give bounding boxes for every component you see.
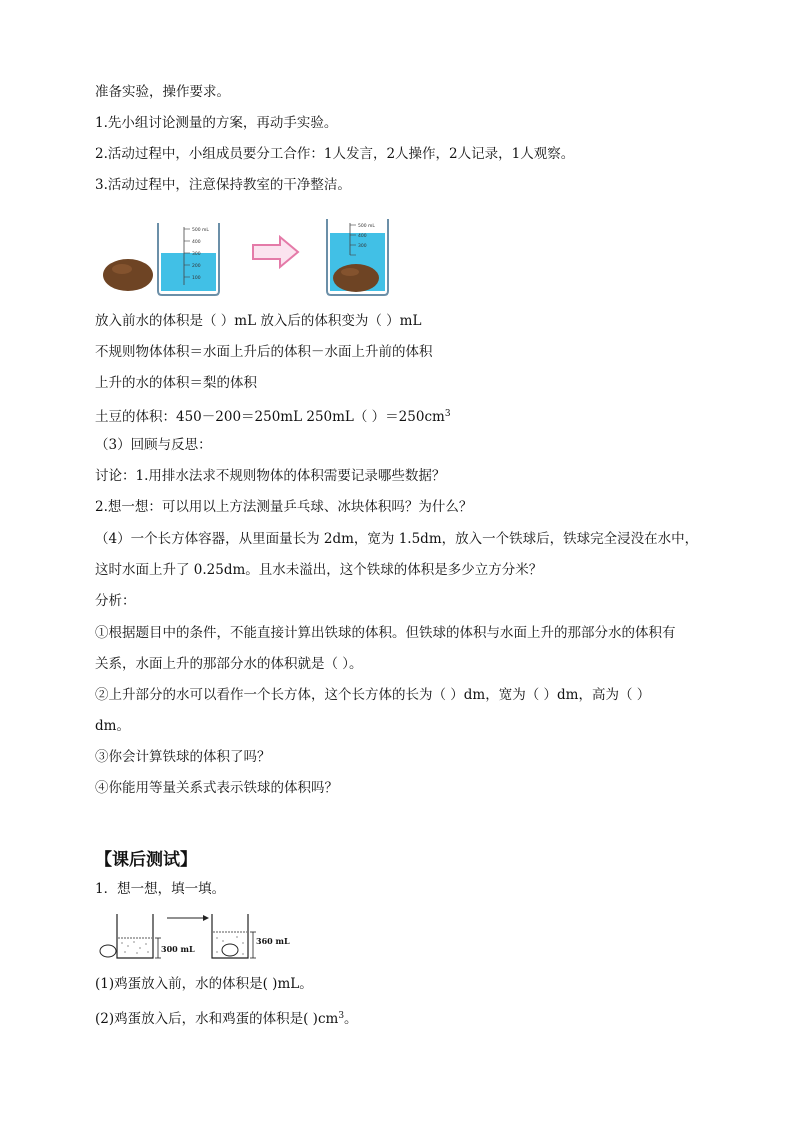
svg-text:500 mL: 500 mL xyxy=(192,228,209,233)
question-part-2-text: (2)鸡蛋放入后，水和鸡蛋的体积是( )cm xyxy=(95,1011,339,1027)
svg-text:300: 300 xyxy=(192,252,201,257)
text-line: 2.活动过程中，小组成员要分工合作：1人发言，2人操作，2人记录，1人观察。 xyxy=(95,146,575,162)
potato-volume-text: 土豆的体积：450－200＝250mL 250mL（ ）＝250cm xyxy=(95,409,445,425)
egg-beaker-figure xyxy=(97,910,307,965)
egg-icon xyxy=(100,945,116,957)
text-line: dm。 xyxy=(95,718,130,734)
section-heading: 【课后测试】 xyxy=(95,850,197,870)
text-line: ④你能用等量关系式表示铁球的体积吗？ xyxy=(95,780,338,796)
text-line: 1.先小组讨论测量的方案，再动手实验。 xyxy=(95,115,338,131)
svg-text:360 mL: 360 mL xyxy=(256,936,290,946)
arrow-right-icon xyxy=(167,915,209,921)
svg-text:500 mL: 500 mL xyxy=(358,224,375,229)
question-part-2-end: 。 xyxy=(344,1011,358,1027)
svg-text:100: 100 xyxy=(192,276,201,281)
text-line: 讨论：1.用排水法求不规则物体的体积需要记录哪些数据？ xyxy=(95,468,446,484)
question-title: 1．想一想，填一填。 xyxy=(95,881,226,897)
arrow-right-icon xyxy=(253,237,298,267)
text-line: ③你会计算铁球的体积了吗？ xyxy=(95,749,271,765)
svg-text:400: 400 xyxy=(192,240,201,245)
potato-icon xyxy=(103,259,153,291)
beaker-after-icon xyxy=(327,219,388,295)
beaker-before-icon xyxy=(158,223,219,295)
text-line: 关系，水面上升的那部分水的体积就是（ ）。 xyxy=(95,656,363,672)
text-line: ②上升部分的水可以看作一个长方体，这个长方体的长为（ ）dm，宽为（ ）dm，高为（ ） xyxy=(95,687,651,703)
cube-superscript: 3 xyxy=(338,1011,345,1021)
beaker-after-icon xyxy=(212,914,290,958)
text-line: 3.活动过程中，注意保持教室的干净整洁。 xyxy=(95,177,351,193)
potato-beaker-figure xyxy=(100,215,400,300)
question-part-1: (1)鸡蛋放入前，水的体积是( )mL。 xyxy=(95,976,313,992)
text-line: 放入前水的体积是（ ）mL 放入后的体积变为（ ）mL xyxy=(95,313,422,329)
egg-icon xyxy=(222,944,238,956)
text-line: 准备实验，操作要求。 xyxy=(95,84,230,100)
svg-text:300: 300 xyxy=(358,244,367,249)
text-line: 上升的水的体积＝梨的体积 xyxy=(95,375,257,391)
text-line: ①根据题目中的条件，不能直接计算出铁球的体积。但铁球的体积与水面上升的那部分水的体积有 xyxy=(95,625,676,641)
potato-icon xyxy=(333,264,379,292)
svg-text:400: 400 xyxy=(358,234,367,239)
text-line xyxy=(95,405,451,426)
svg-text:200: 200 xyxy=(192,264,201,269)
text-line: 这时水面上升了 0.25dm。且水未溢出，这个铁球的体积是多少立方分米？ xyxy=(95,562,543,578)
text-line: （3）回顾与反思： xyxy=(95,437,212,453)
question-part-2 xyxy=(95,1007,358,1028)
cube-superscript: 3 xyxy=(444,409,451,419)
text-line: 不规则物体体积＝水面上升后的体积－水面上升前的体积 xyxy=(95,344,433,360)
text-line: 分析： xyxy=(95,593,136,609)
beaker-before-icon xyxy=(117,914,195,958)
text-line: （4）一个长方体容器，从里面量长为 2dm，宽为 1.5dm，放入一个铁球后，铁球完全浸没在水中， xyxy=(95,531,699,547)
svg-text:300 mL: 300 mL xyxy=(161,944,195,954)
text-line: 2.想一想：可以用以上方法测量乒乓球、冰块体积吗？为什么？ xyxy=(95,499,473,515)
